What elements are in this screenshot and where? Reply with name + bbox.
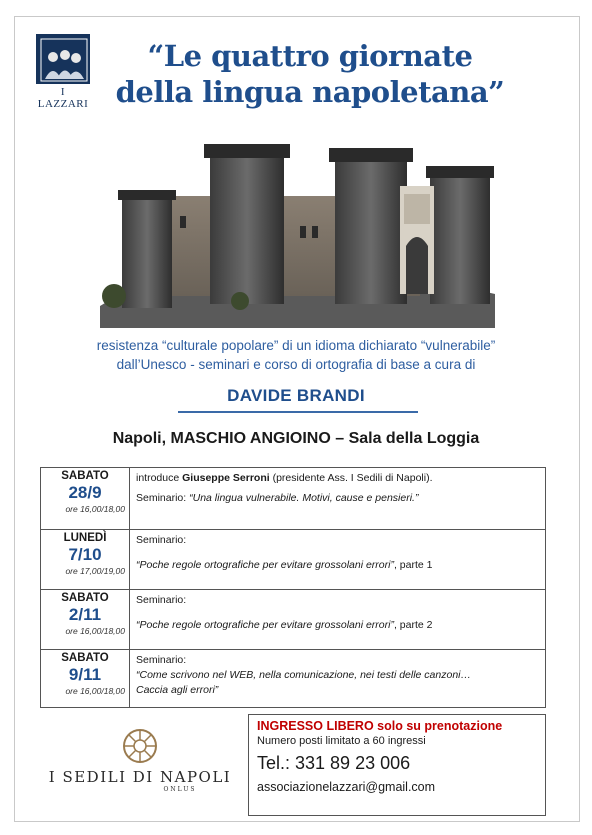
seat-limit: Numero posti limitato a 60 ingressi — [257, 735, 426, 747]
schedule-table — [40, 467, 546, 708]
entry-notice: INGRESSO LIBERO solo su prenotazione — [257, 719, 503, 733]
seminar-label: Seminario: — [136, 654, 187, 666]
seminar-topic: “Una lingua vulnerabile. Motivi, cause e pensieri.” — [189, 492, 419, 504]
hours: ore 17,00/19,00 — [65, 566, 125, 576]
table-row — [41, 650, 546, 708]
intro-text — [40, 336, 552, 374]
sedili-logo — [40, 728, 240, 793]
introducer-line: introduce Giuseppe Serroni (presidente Ass. I Sedili di Napoli). — [136, 472, 433, 484]
introducer-name: Giuseppe Serroni — [182, 472, 270, 484]
sedili-name: I SEDILI DI NAPOLI — [48, 768, 232, 786]
seminar-line: “Poche regole ortografiche per evitare grossolani errori”, parte 1 — [136, 559, 433, 571]
date: 7/10 — [68, 545, 102, 564]
weekday: SABATO — [61, 470, 109, 482]
title-line-1: “Le quattro giornate — [147, 39, 473, 73]
lazzari-logo-text: I LAZZARI — [37, 86, 89, 110]
weekday: SABATO — [61, 592, 109, 604]
table-row — [41, 530, 546, 590]
email-address: associazionelazzari@gmail.com — [257, 780, 436, 794]
title-line-2: della lingua napoletana” — [115, 75, 505, 109]
seminar-topic: “Poche regole ortografiche per evitare grossolani errori” — [136, 619, 394, 631]
intro-line-2: dall’Unesco - seminari e corso di ortografia di base a cura di — [116, 357, 476, 372]
seminar-topic-line-1: “Come scrivono nel WEB, nella comunicazione, nei testi delle canzoni… — [136, 669, 471, 681]
date-cell — [41, 590, 130, 650]
description-cell — [130, 590, 546, 650]
lazzari-logo-image — [36, 34, 90, 84]
info-box — [248, 714, 546, 816]
seminar-topic-line-2: Caccia agli errori” — [136, 684, 219, 696]
divider-line — [178, 411, 418, 413]
venue-text: Napoli, MASCHIO ANGIOINO – Sala della Loggia — [112, 430, 480, 447]
sedili-onlus: ONLUS — [163, 786, 197, 793]
description-cell — [130, 468, 546, 530]
seminar-label: Seminario: — [136, 534, 187, 546]
page-title — [100, 38, 520, 110]
weekday: SABATO — [61, 652, 109, 664]
castle-image — [100, 136, 495, 328]
hours: ore 16,00/18,00 — [65, 686, 125, 696]
intro-line-1: resistenza “culturale popolare” di un idioma dichiarato “vulnerabile” — [96, 338, 496, 353]
seminar-label: Seminario: — [136, 594, 187, 606]
seminar-line: Seminario: “Una lingua vulnerabile. Motivi, cause e pensieri.” — [136, 492, 419, 504]
phone-number: Tel.: 331 89 23 006 — [257, 753, 411, 773]
hours: ore 16,00/18,00 — [65, 504, 125, 514]
description-cell — [130, 530, 546, 590]
date: 9/11 — [68, 665, 102, 684]
lazzari-logo — [36, 34, 90, 110]
author-name: DAVIDE BRANDI — [227, 386, 365, 405]
date-cell — [41, 530, 130, 590]
seminar-topic: “Poche regole ortografiche per evitare grossolani errori” — [136, 559, 394, 571]
seminar-line: “Poche regole ortografiche per evitare grossolani errori”, parte 2 — [136, 619, 433, 631]
date-cell — [41, 468, 130, 530]
description-cell — [130, 650, 546, 708]
date-cell — [41, 650, 130, 708]
table-row — [41, 590, 546, 650]
sedili-emblem-icon — [122, 728, 158, 764]
table-row — [41, 468, 546, 530]
weekday: LUNEDÌ — [63, 532, 107, 544]
date: 2/11 — [68, 605, 102, 624]
hours: ore 16,00/18,00 — [65, 626, 125, 636]
date: 28/9 — [68, 483, 102, 502]
